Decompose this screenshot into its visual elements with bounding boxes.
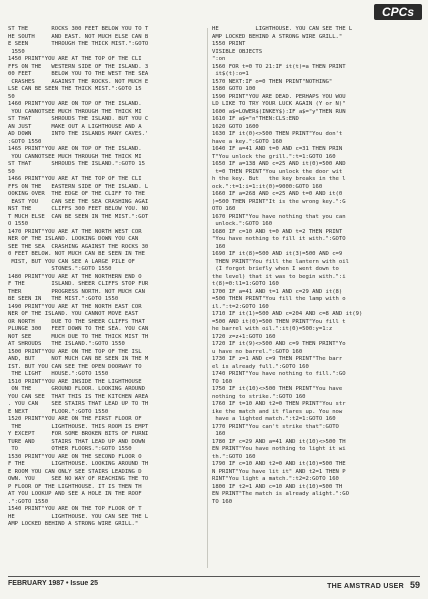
code-line: F THE ISLAND. SHEER CLIFFS STOP FUR bbox=[8, 281, 149, 287]
code-line: th.":GOTO 160 bbox=[212, 453, 256, 460]
code-line: EN PRINT"The match is already alight.":GO bbox=[212, 491, 349, 497]
code-line: 1580 GOTO 100 bbox=[212, 86, 256, 92]
code-line: 1720 z=z+1:GOTO 160 bbox=[212, 333, 276, 340]
code-line: NST THE CLIFFS 300 FEET BELOW YOU. NO bbox=[8, 206, 149, 212]
code-line: NER OF THE ISLAND. YOU CANNOT MOVE EAST bbox=[8, 311, 139, 317]
page-number: 59 bbox=[409, 580, 420, 590]
code-line: 1570 NEXT:IF o=0 THEN PRINT"NOTHING" bbox=[212, 78, 333, 85]
code-line: 1520 PRINT"YOU ARE ON THE FIRST FLOOR OF bbox=[8, 416, 142, 422]
code-line: AND, BUT NOT MUCH CAN BE SEEN IN THE M bbox=[8, 356, 149, 362]
code-line: STONES.":GOTO 1550 bbox=[8, 266, 112, 272]
code-line: 1550 bbox=[8, 48, 25, 55]
code-line: 1790 IF c=10 AND t2=0 AND it(10)=500 THE bbox=[212, 461, 346, 467]
code-line: 1560 FOR t=0 TO 21:IF it(t)=a THEN PRINT bbox=[212, 63, 346, 70]
code-line: HE LIGHTHOUSE. YOU CAN SEE THE L bbox=[212, 26, 353, 32]
code-line: =500 THEN PRINT"You fill the lamp with o bbox=[212, 296, 346, 302]
column-divider bbox=[207, 28, 208, 568]
code-line: 1770 PRINT"You can't strike that":GOTO bbox=[212, 423, 339, 430]
code-line: 1490 PRINT"YOU ARE AT THE NORTH EAST COR bbox=[8, 303, 142, 310]
code-line: THEN PRINT"You fill the lantern with oil bbox=[212, 258, 349, 265]
code-line: 1540 PRINT"YOU ARE ON THE TOP FLOOR OF T bbox=[8, 506, 142, 512]
code-line: THE LIGHTHOUSE. THIS ROOM IS EMPT bbox=[8, 423, 149, 430]
code-line: AD DOWN INTO THE ISLANDS MANY CAVES.' bbox=[8, 131, 149, 137]
code-line: HE LIGHTHOUSE. YOU CAN SEE THE L bbox=[8, 513, 149, 520]
code-line: THER PROGRESS NORTH. NOT MUCH CAN bbox=[8, 288, 145, 295]
code-line: 1450 PRINT"YOU ARE AT THE TOP OF THE CLI bbox=[8, 56, 142, 62]
code-line: =500 AND it(0)=500 THEN PRINT"You fill t bbox=[212, 318, 346, 325]
code-line: T"You unlock the grill.":t=1:GOTO 160 bbox=[212, 153, 336, 160]
code-line: 1800 IF t2=1 AND c=10 AND it(10)=500 TH bbox=[212, 483, 343, 490]
code-line: YOU CANNOTSEE MUCH THROUGH THE THICK MI bbox=[8, 153, 142, 160]
code-line: 1670 PRINT"You have nothing that you can bbox=[212, 213, 346, 220]
code-line: 50 bbox=[8, 93, 15, 100]
code-line: have a key.":GOTO 160 bbox=[212, 138, 283, 145]
code-line: YOU CAN SEE THAT THIS IS THE KITCHEN AREA bbox=[8, 393, 149, 400]
code-line: 0 FEET BELOW. NOT MUCH CAN BE SEEN IN THE bbox=[8, 251, 145, 257]
code-line: 1730 IF z=1 AND c=9 THEN PRINT"The barr bbox=[212, 356, 343, 362]
code-line: ST THAT SHROUDS THE ISLAND. BUT YOU C bbox=[8, 116, 149, 122]
code-line: 1780 IF c=29 AND a=41 AND it(10)<>500 TH bbox=[212, 438, 346, 445]
code-line: :GOTO 1550 bbox=[8, 138, 42, 145]
code-line: HE SOUTH AND EAST. NOT MUCH ELSE CAN B bbox=[8, 33, 149, 40]
code-line: el is already full.":GOTO 160 bbox=[212, 363, 309, 370]
code-line: 1680 IF c=10 AND t=0 AND t=2 THEN PRINT bbox=[212, 228, 343, 235]
code-line: ST THE ROCKS 300 FEET BELOW YOU TO T bbox=[8, 26, 149, 32]
code-line: E ROOM YOU CAN ONLY SEE STAIRS LEADING D bbox=[8, 468, 142, 475]
publication-name: THE AMSTRAD USER bbox=[327, 583, 404, 590]
code-line: ON THE GROUND FLOOR. LOOKING AROUND bbox=[8, 386, 145, 392]
code-line: t=0 THEN PRINT"You unlock the door wit bbox=[212, 168, 343, 175]
code-line: 1750 IF it(10)<>500 THEN PRINT"You have bbox=[212, 386, 343, 392]
code-line: il.":t=2:GOTO 160 bbox=[212, 303, 269, 310]
code-line: LSE CAN BE SEEN THE THICK MIST.":GOTO 15 bbox=[8, 86, 142, 92]
code-line: 1550 PRINT bbox=[212, 41, 246, 47]
code-line: u have no barrel.":GOTO 160 bbox=[212, 348, 303, 355]
code-line: TO 160 bbox=[212, 378, 233, 385]
code-line: "You have nothing to fill it with.":GOTO bbox=[212, 236, 346, 242]
listing-column-right bbox=[212, 26, 422, 571]
code-line: NOT SEE MUCH DUE TO THE THICK MIST TH bbox=[8, 333, 149, 340]
code-line: ST THAT SHROUDS THE ISLAND.":GOTO 15 bbox=[8, 161, 145, 167]
code-line: 1590 PRINT"YOU ARE DEAD. PERHAPS YOU WOU bbox=[212, 93, 346, 100]
code-line: TURE AND STAIRS THAT LEAD UP AND DOWN bbox=[8, 438, 145, 445]
code-line: 1530 PRINT"YOU ARE ON THE SECOND FLOOR O bbox=[8, 453, 142, 460]
code-line: FFS ON THE WESTERN SIDE OF THE ISLAND. 3 bbox=[8, 63, 149, 70]
code-line: 1470 PRINT"YOU ARE AT THE NORTH WEST COR bbox=[8, 228, 142, 235]
code-line: AMP LOCKED BEHIND A STRONG WIRE GRILL." bbox=[212, 33, 343, 40]
code-line: )=500 THEN PRINT"It is the wrong key.":G bbox=[212, 198, 346, 205]
code-line: 1640 IF a=41 AND t=0 AND c=31 THEN PRIN bbox=[212, 146, 343, 152]
section-badge bbox=[374, 4, 422, 20]
code-line: O 1550 bbox=[8, 221, 29, 227]
code-line: 1610 IF a$="n"THEN:CLS:END bbox=[212, 116, 299, 122]
code-line: 160 bbox=[212, 243, 226, 250]
code-line: MIST, BUT YOU CAN SEE A LARGE PILE OF bbox=[8, 258, 135, 265]
code-line: ike the match and it flares up. You now bbox=[212, 408, 343, 415]
code-line: ":on bbox=[212, 56, 226, 62]
code-line: YOU CANNOTSEE MUCH THROUGH THE THICK MI bbox=[8, 108, 142, 115]
code-line: 50 bbox=[8, 168, 15, 175]
code-line: N PRINT"You have lit it" AND t2=1 THEN P bbox=[212, 468, 346, 475]
code-line: T MUCH ELSE CAN BE SEEN IN THE MIST.":GOT bbox=[8, 213, 149, 220]
code-line: 00 FEET BELOW YOU TO THE WEST THE SEA bbox=[8, 71, 149, 77]
code-line: 1760 IF t=10 AND t2=0 THEN PRINT"You str bbox=[212, 401, 346, 407]
code-line: t(8)=0:l1=1:GOTO 160 bbox=[212, 281, 279, 287]
code-line: NER OF THE ISLAND. LOOKING DOWN YOU CAN bbox=[8, 236, 139, 242]
code-line: 1620 GOTO 1600 bbox=[212, 123, 259, 130]
code-line: EAST YOU CAN SEE THE SEA CRASHING AGAI bbox=[8, 198, 149, 205]
code-line: TO 160 bbox=[212, 498, 233, 505]
code-line: he barrel with oil.":it(0)=500:y=1:z bbox=[212, 326, 333, 332]
code-line: 1710 IF it(1)=500 AND c=204 AND c=8 AND it(9) bbox=[212, 311, 363, 317]
code-line: . YOU CAN SEE STAIRS THAT LEAD UP TO TH bbox=[8, 401, 149, 407]
code-line: 1460 PRINT"YOU ARE ON TOP OF THE ISLAND. bbox=[8, 101, 142, 107]
section-badge-label: CPCs bbox=[381, 5, 414, 19]
code-line: AMP LOCKED BEHIND A STRONG WIRE GRILL." bbox=[8, 521, 139, 527]
code-line: 1500 PRINT"YOU ARE ON THE TOP OF THE ISL bbox=[8, 348, 142, 355]
code-line: have a lighted match.":t2=1:GOTO 160 bbox=[212, 416, 336, 422]
code-line: 1600 a$=LOWER$(INKEY$):IF a$="y"THEN RUN bbox=[212, 108, 346, 115]
code-line: CRASHES AGAINST THE ROCKS. NOT MUCH E bbox=[8, 78, 149, 85]
code-line: 1700 IF a=41 AND t=1 AND c=29 AND it(8) bbox=[212, 288, 343, 295]
code-line: PLUNGE 300 FEET DOWN TO THE SEA. YOU CAN bbox=[8, 326, 149, 332]
code-line: F THE LIGHTHOUSE. LOOKING AROUND TH bbox=[8, 461, 149, 467]
code-line: EN PRINT"You have nothing to light it wi bbox=[212, 446, 346, 452]
code-line: TO OTHER FLOORS.":GOTO 1550 bbox=[8, 446, 132, 452]
issue-date: FEBRUARY 1987 • Issue 25 bbox=[8, 580, 98, 587]
code-line: OOKING OVER THE EDGE OF THE CLIFF TO THE bbox=[8, 191, 145, 197]
code-line: LD LIKE TO TRY YOUR LUCK AGAIN (Y or N)" bbox=[212, 101, 346, 107]
code-line: OR NORTH DUE TO THE SHEER CLIFFS THAT bbox=[8, 318, 145, 325]
code-line: the level) that it was to begin with.":i bbox=[212, 273, 346, 280]
code-line: 1480 PRINT"YOU ARE AT THE NORTHERN END O bbox=[8, 273, 142, 280]
footer-rule bbox=[8, 576, 420, 577]
code-line: SEE THE SEA CRASHING AGAINST THE ROCKS 30 bbox=[8, 243, 149, 250]
code-line: BE SEEN IN THE MIST.":GOTO 1550 bbox=[8, 296, 119, 302]
code-line: AT YOU LOOKUP AND SEE A HOLE IN THE ROOF bbox=[8, 491, 142, 497]
code-line: 1740 PRINT"You have nothing to fill.":GO bbox=[212, 371, 346, 377]
code-line: 1690 IF it(8)=500 AND it(3)=500 AND c=9 bbox=[212, 251, 343, 257]
code-line: E SEEN THROUGH THE THICK MIST.":GOTO bbox=[8, 41, 149, 47]
listing-column-left bbox=[8, 26, 203, 571]
code-line: unlock.":GOTO 160 bbox=[212, 221, 273, 227]
code-line: Y EXCEPT FOR SOME BROKEN BITS OF FURNI bbox=[8, 431, 149, 437]
code-line: E NEXT FLOOR.":GOTO 1550 bbox=[8, 408, 109, 415]
code-line: nothing to strike.":GOTO 160 bbox=[212, 393, 306, 400]
code-line: AN JUST MAKE OUT A LIGHTHOUSE AND A bbox=[8, 123, 142, 130]
code-line: ock.":t=1:i=1:it(0)=9000:GOTO 160 bbox=[212, 183, 323, 190]
footer-publication bbox=[327, 580, 420, 590]
code-line: 1630 IF it(0)<>500 THEN PRINT"You don't bbox=[212, 131, 343, 137]
code-line: it$(t):o=1 bbox=[212, 71, 249, 77]
code-line: IST. BUT YOU CAN SEE THE OPEN DOORWAY TO bbox=[8, 363, 142, 370]
code-line: 1720 IF it(9)<>500 AND c=9 THEN PRINT"Yo bbox=[212, 341, 346, 347]
code-line: .":GOTO 1550 bbox=[8, 498, 49, 505]
code-line: RINT"You light a match.":t2=2:GOTO 160 bbox=[212, 476, 339, 482]
code-line: 1465 PRINT"YOU ARE ON TOP OF THE ISLAND. bbox=[8, 146, 142, 152]
code-line: h the key. But the key breaks in the l bbox=[212, 176, 346, 182]
code-line: P FLOOR OF THE LIGHTHOUSE. IT IS THEN TH bbox=[8, 483, 142, 490]
code-line: 160 bbox=[212, 431, 226, 437]
code-line: 1510 PRINT"YOU ARE INSIDE THE LIGHTHOUSE bbox=[8, 378, 142, 385]
code-line: THE LIGHT HOUSE.":GOTO 1550 bbox=[8, 371, 109, 377]
code-line: 1466 PRINT"YOU ARE AT THE TOP OF THE CLI bbox=[8, 176, 142, 182]
code-line: OWN. YOU SEE NO WAY OF REACHING THE TO bbox=[8, 476, 149, 482]
code-line: 1660 IF a=268 AND c=25 AND t=0 AND it(0 bbox=[212, 191, 343, 197]
code-line: OTO 160 bbox=[212, 206, 236, 212]
code-line: VISIBLE OBJECTS bbox=[212, 48, 263, 55]
code-line: AT SHROUDS THE ISLAND.":GOTO 1550 bbox=[8, 341, 125, 347]
code-line: FFS ON THE EASTERN SIDE OF THE ISLAND. L bbox=[8, 183, 149, 190]
code-line: (I forgot briefly when I went down to bbox=[212, 266, 339, 272]
code-line: 1650 IF a=138 AND c=25 AND it(0)=500 AND bbox=[212, 161, 346, 167]
